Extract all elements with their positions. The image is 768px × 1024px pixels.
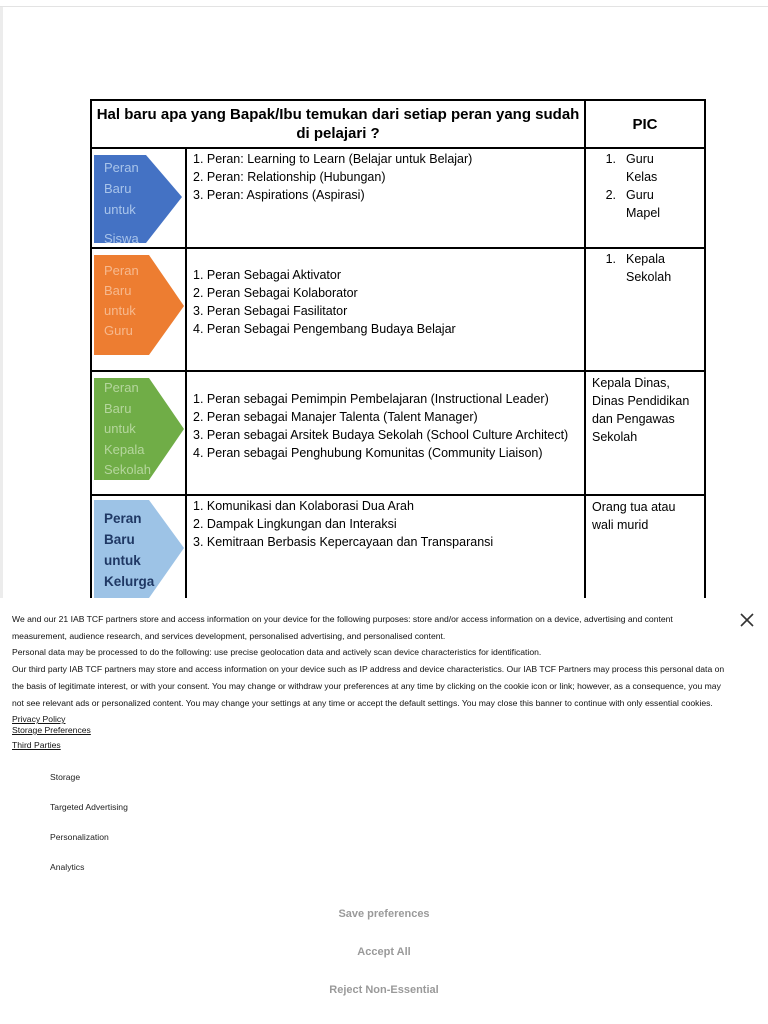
list-item: 3. Peran sebagai Arsitek Budaya Sekolah (School Culture Architect) (193, 428, 569, 442)
role-line: Kelurga (104, 574, 155, 589)
role-line: Baru (104, 283, 132, 298)
role-line: Peran (104, 380, 139, 395)
header-pic: PIC (585, 100, 705, 148)
table-row (91, 371, 705, 495)
role-line: Peran (104, 160, 139, 175)
category-storage[interactable]: Storage (50, 772, 81, 782)
list-item: 4. Peran Sebagai Pengembang Budaya Belajar (193, 322, 456, 336)
close-icon[interactable] (737, 610, 757, 630)
role-cell-kepala-sekolah (91, 371, 186, 495)
role-items-cell (186, 148, 585, 248)
role-cell-keluarga (91, 495, 186, 605)
list-item: 1. Peran sebagai Pemimpin Pembelajaran (Instructional Leader) (193, 392, 549, 406)
category-personalization[interactable]: Personalization (50, 832, 109, 842)
pic-cell (585, 248, 705, 371)
table-header-row (91, 100, 705, 148)
reject-non-essential-button[interactable]: Reject Non-Essential (329, 984, 439, 996)
role-line: untuk (104, 421, 136, 436)
table-row (91, 495, 705, 605)
role-line: Peran (104, 263, 139, 278)
storage-preferences-link[interactable]: Storage Preferences (12, 725, 91, 735)
accept-all-button[interactable]: Accept All (357, 946, 411, 958)
third-parties-link[interactable]: Third Parties (12, 740, 61, 750)
consent-paragraph-text: Our third party IAB TCF partners may store and access information on your device such as IP address and device characteristics. Our IAB TCF Partners may process this personal data on the basis of legitimate interest, or with your consent. You may change or withdraw your preferences at any time by clicking on the cookie icon or link; however, as a consequence, you may not see relevant ads or personalized content. You may change your settings at any time or accept the default settings. You may close this banner to continue with only essential cookies. (12, 664, 725, 708)
role-label (104, 378, 184, 481)
pic-cell (585, 495, 705, 605)
role-line: Baru (104, 532, 135, 547)
pic-cell (585, 148, 705, 248)
role-line: Siswa (104, 231, 139, 246)
header-question: Hal baru apa yang Bapak/Ibu temukan dari setiap peran yang sudah di pelajari ? (91, 100, 585, 148)
pic-item: 1. Kepala Sekolah (605, 252, 672, 284)
list-item: 2. Dampak Lingkungan dan Interaksi (193, 517, 397, 531)
role-line: Baru (104, 400, 132, 416)
list-item: 2. Peran Sebagai Kolaborator (193, 286, 358, 300)
role-label (104, 261, 184, 341)
role-line: untuk (104, 303, 136, 318)
pic-text: Orang tua atau wali murid (592, 500, 676, 532)
table-row (91, 148, 705, 248)
consent-paragraph: We and our 21 IAB TCF partners store and access information on your device for the following purposes: store and/or access information on a device, advertising and content measurement, audience research, and services development, personalised advertising, and personalised content. (12, 614, 673, 641)
role-line: Sekolah (104, 462, 151, 477)
list-item: 3. Kemitraan Berbasis Kepercayaan dan Transparansi (193, 535, 494, 549)
role-items-cell (186, 495, 585, 605)
list-item: 1. Peran Sebagai Aktivator (193, 268, 342, 282)
list-item: 1. Peran: Learning to Learn (Belajar untuk Belajar) (193, 152, 473, 166)
list-item: 1. Komunikasi dan Kolaborasi Dua Arah (193, 499, 414, 513)
role-line: Peran (104, 511, 142, 526)
cookie-consent-banner (0, 598, 768, 1024)
consent-paragraph: Personal data may be processed to do the following: use precise geolocation data and actively scan device characteristics for identification. (12, 647, 542, 658)
consent-paragraph (12, 661, 727, 728)
category-targeted-advertising[interactable]: Targeted Advertising (50, 802, 128, 812)
list-item: 3. Peran Sebagai Fasilitator (193, 304, 348, 318)
pic-item: 1. Guru Kelas (605, 152, 658, 184)
list-item: 4. Peran sebagai Penghubung Komunitas (Community Liaison) (193, 446, 543, 460)
save-preferences-button[interactable]: Save preferences (338, 908, 430, 920)
privacy-policy-link[interactable]: Privacy Policy (12, 714, 66, 725)
list-item: 2. Peran: Relationship (Hubungan) (193, 170, 386, 184)
role-label (104, 508, 184, 592)
document-table (90, 99, 706, 606)
pic-item: 2. Guru Mapel (605, 188, 661, 220)
role-line: untuk (104, 202, 136, 217)
role-label (104, 157, 184, 248)
role-items-cell (186, 248, 585, 371)
role-line: Guru (104, 323, 133, 338)
role-line: Kepala (104, 441, 145, 457)
role-items-cell (186, 371, 585, 495)
category-analytics[interactable]: Analytics (50, 862, 85, 872)
top-divider (0, 6, 768, 7)
role-cell-siswa (91, 148, 186, 248)
list-item: 3. Peran: Aspirations (Aspirasi) (193, 188, 365, 202)
list-item: 2. Peran sebagai Manajer Talenta (Talent Manager) (193, 410, 478, 424)
role-line: Baru (104, 181, 132, 196)
role-line: untuk (104, 553, 141, 568)
pic-text: Kepala Dinas, Dinas Pendidikan dan Pengawas Sekolah (592, 376, 690, 444)
role-cell-guru (91, 248, 186, 371)
pic-cell (585, 371, 705, 495)
table-row (91, 248, 705, 371)
consent-text (12, 611, 727, 728)
